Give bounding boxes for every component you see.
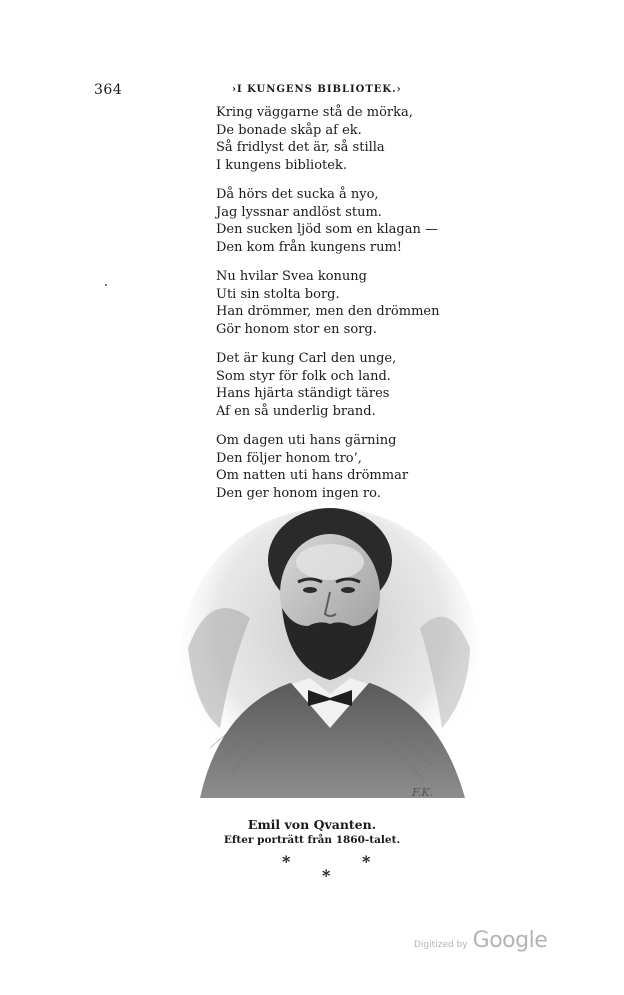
poem-line: De bonade skåp af ek.: [216, 122, 362, 138]
poem-line: Den sucken ljöd som en klagan —: [216, 222, 439, 237]
left-eye: [303, 587, 317, 593]
poem-line: Jag lyssnar andlöst stum.: [216, 204, 382, 220]
asterisk: *: [362, 852, 371, 871]
poem-line: Den ger honom ingen ro.: [216, 485, 381, 501]
poem-line: Hans hjärta ständigt täres: [216, 386, 390, 401]
poem-line: Kring väggarne stå de mörka,: [216, 105, 413, 120]
poem-line: Då hörs det sucka å nyo,: [216, 187, 379, 202]
poem-line: Det är kung Carl den unge,: [216, 351, 397, 366]
poem-line: Om dagen uti hans gärning: [216, 433, 397, 448]
running-head: ›I KUNGENS BIBLIOTEK.›: [232, 84, 402, 95]
stanza: [216, 104, 439, 174]
poem-line: Om natten uti hans drömmar: [216, 468, 409, 483]
poem-line: I kungens bibliotek.: [216, 157, 347, 173]
right-eye: [341, 587, 355, 593]
artist-signature: F.K.: [412, 786, 434, 799]
poem-line: Den följer honom tro’,: [216, 450, 362, 466]
poem-line: Uti sin stolta borg.: [216, 286, 340, 302]
forehead-highlight: [296, 544, 364, 580]
stanza: [216, 432, 439, 502]
asterisk: *: [322, 866, 331, 885]
poem-line: Af en så underlig brand.: [216, 403, 376, 419]
stanza: [216, 268, 439, 338]
poem-line: Nu hvilar Svea konung: [216, 269, 367, 284]
poem-line: Han drömmer, men den drömmen: [216, 304, 440, 319]
figure-caption-name: Emil von Qvanten.: [247, 817, 377, 832]
poem-line: Den kom från kungens rum!: [216, 239, 403, 255]
poem-line: Så fridlyst det är, så stilla: [216, 140, 385, 155]
google-brand: Google: [472, 928, 548, 953]
portrait-engraving: [180, 498, 480, 810]
stanza: [216, 350, 439, 420]
stanza: [216, 186, 439, 256]
poem-line: Gör honom stor en sorg.: [216, 321, 377, 337]
asterisk-separator: [0, 846, 624, 886]
figure-caption-subtitle: Efter porträtt från 1860-talet.: [223, 834, 401, 846]
digitized-label: Digitized by: [414, 940, 468, 950]
stray-mark: [105, 284, 107, 286]
page-number: 364: [94, 82, 123, 98]
digitized-watermark: [414, 928, 547, 953]
poem-line: Som styr för folk och land.: [216, 368, 391, 384]
asterisk: *: [282, 852, 291, 871]
poem: [216, 104, 439, 514]
